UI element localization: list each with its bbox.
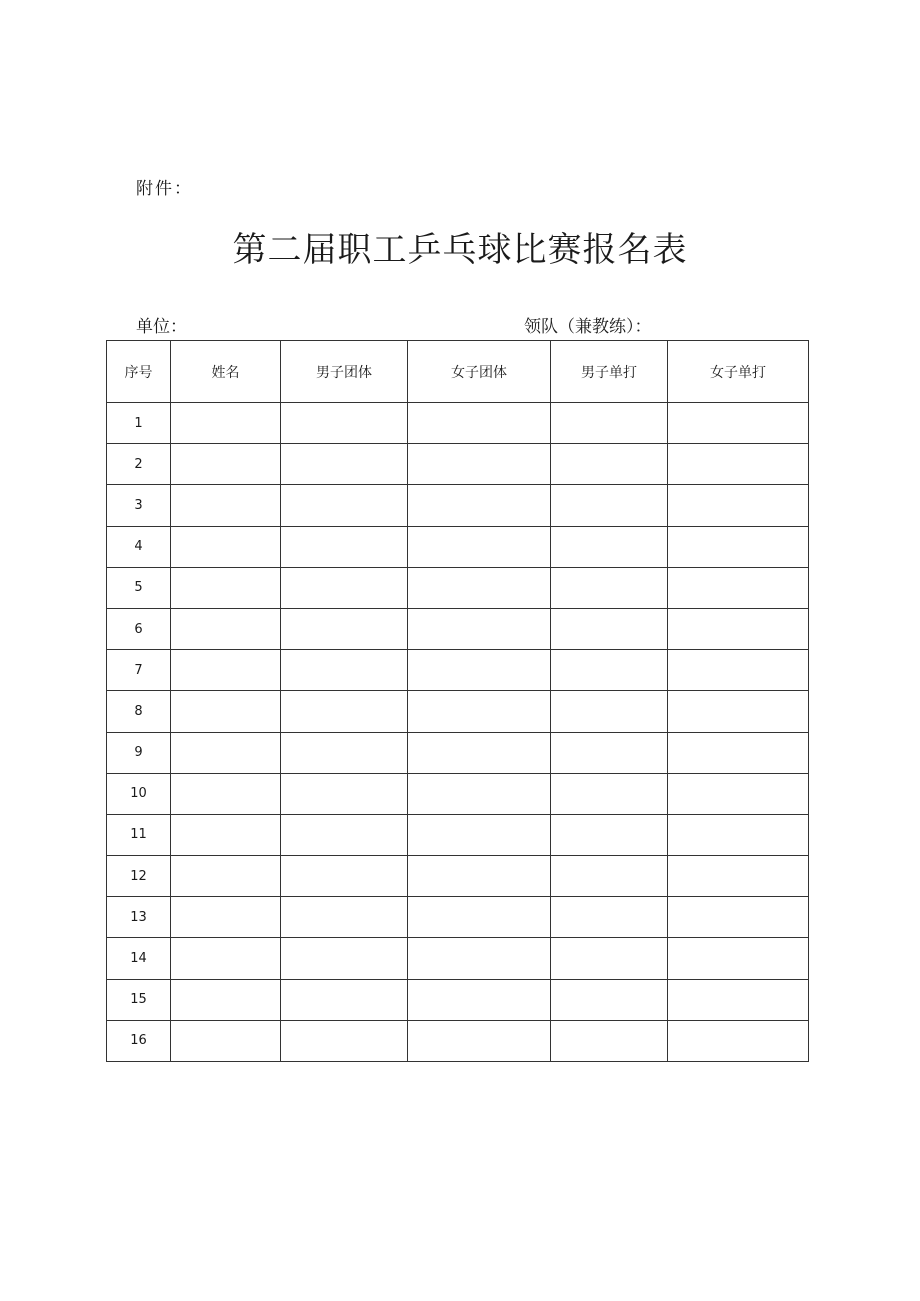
name-cell[interactable] [171,938,281,979]
mens-team-cell[interactable] [281,526,408,567]
page-title: 第二届职工乒乓球比赛报名表 [232,230,688,270]
womens-singles-cell[interactable] [668,485,809,526]
row-index: 15 [107,979,171,1020]
mens-singles-cell[interactable] [551,485,668,526]
attachment-label: 附件： [136,179,193,199]
womens-team-cell[interactable] [408,979,551,1020]
womens-team-cell[interactable] [408,856,551,897]
womens-team-cell[interactable] [408,814,551,855]
table-row [107,526,809,567]
mens-team-cell[interactable] [281,403,408,444]
row-index: 1 [107,403,171,444]
womens-singles-cell[interactable] [668,567,809,608]
table-row [107,773,809,814]
table-row [107,732,809,773]
name-cell[interactable] [171,567,281,608]
name-cell[interactable] [171,897,281,938]
mens-team-cell[interactable] [281,814,408,855]
womens-singles-cell[interactable] [668,608,809,649]
womens-team-cell[interactable] [408,403,551,444]
womens-singles-cell[interactable] [668,403,809,444]
name-cell[interactable] [171,814,281,855]
name-cell[interactable] [171,650,281,691]
womens-singles-cell[interactable] [668,814,809,855]
womens-team-cell[interactable] [408,526,551,567]
table-row [107,979,809,1020]
table-row [107,567,809,608]
row-index: 12 [107,856,171,897]
mens-singles-cell[interactable] [551,1020,668,1061]
womens-singles-cell[interactable] [668,1020,809,1061]
header-womens-singles: 女子单打 [668,341,809,403]
name-cell[interactable] [171,403,281,444]
womens-singles-cell[interactable] [668,444,809,485]
header-mens-singles: 男子单打 [551,341,668,403]
womens-singles-cell[interactable] [668,691,809,732]
mens-team-cell[interactable] [281,773,408,814]
mens-team-cell[interactable] [281,732,408,773]
row-index: 16 [107,1020,171,1061]
mens-singles-cell[interactable] [551,608,668,649]
header-mens-team: 男子团体 [281,341,408,403]
table-row [107,814,809,855]
mens-team-cell[interactable] [281,979,408,1020]
mens-singles-cell[interactable] [551,691,668,732]
row-index: 13 [107,897,171,938]
header-name: 姓名 [171,341,281,403]
womens-team-cell[interactable] [408,691,551,732]
header-index: 序号 [107,341,171,403]
womens-singles-cell[interactable] [668,897,809,938]
mens-singles-cell[interactable] [551,773,668,814]
name-cell[interactable] [171,1020,281,1061]
womens-team-cell[interactable] [408,650,551,691]
mens-singles-cell[interactable] [551,897,668,938]
name-cell[interactable] [171,485,281,526]
row-index: 14 [107,938,171,979]
table-row [107,403,809,444]
row-index: 11 [107,814,171,855]
table-row [107,938,809,979]
name-cell[interactable] [171,526,281,567]
womens-team-cell[interactable] [408,773,551,814]
table-row [107,1020,809,1061]
womens-singles-cell[interactable] [668,938,809,979]
womens-team-cell[interactable] [408,608,551,649]
womens-team-cell[interactable] [408,567,551,608]
mens-team-cell[interactable] [281,938,408,979]
mens-team-cell[interactable] [281,444,408,485]
row-index: 3 [107,485,171,526]
womens-singles-cell[interactable] [668,856,809,897]
mens-team-cell[interactable] [281,485,408,526]
mens-singles-cell[interactable] [551,938,668,979]
mens-singles-cell[interactable] [551,732,668,773]
mens-team-cell[interactable] [281,856,408,897]
mens-team-cell[interactable] [281,650,408,691]
table-row [107,444,809,485]
row-index: 5 [107,567,171,608]
leader-label: 领队（兼教练）： [524,317,652,337]
unit-label: 单位： [136,317,187,337]
mens-singles-cell[interactable] [551,567,668,608]
womens-team-cell[interactable] [408,732,551,773]
mens-singles-cell[interactable] [551,856,668,897]
mens-singles-cell[interactable] [551,526,668,567]
table-row [107,650,809,691]
table-row [107,608,809,649]
name-cell[interactable] [171,856,281,897]
mens-singles-cell[interactable] [551,403,668,444]
womens-team-cell[interactable] [408,444,551,485]
registration-table [106,340,809,1062]
mens-team-cell[interactable] [281,567,408,608]
womens-singles-cell[interactable] [668,773,809,814]
womens-team-cell[interactable] [408,1020,551,1061]
table-row [107,856,809,897]
table-row [107,897,809,938]
name-cell[interactable] [171,979,281,1020]
mens-team-cell[interactable] [281,608,408,649]
header-womens-team: 女子团体 [408,341,551,403]
womens-singles-cell[interactable] [668,650,809,691]
row-index: 4 [107,526,171,567]
womens-team-cell[interactable] [408,938,551,979]
mens-singles-cell[interactable] [551,444,668,485]
mens-singles-cell[interactable] [551,814,668,855]
mens-singles-cell[interactable] [551,979,668,1020]
table-row [107,485,809,526]
womens-singles-cell[interactable] [668,526,809,567]
row-index: 6 [107,608,171,649]
womens-team-cell[interactable] [408,897,551,938]
name-cell[interactable] [171,773,281,814]
name-cell[interactable] [171,444,281,485]
row-index: 8 [107,691,171,732]
mens-team-cell[interactable] [281,691,408,732]
table-row [107,691,809,732]
name-cell[interactable] [171,732,281,773]
mens-team-cell[interactable] [281,897,408,938]
name-cell[interactable] [171,691,281,732]
womens-singles-cell[interactable] [668,979,809,1020]
mens-team-cell[interactable] [281,1020,408,1061]
row-index: 10 [107,773,171,814]
row-index: 2 [107,444,171,485]
womens-team-cell[interactable] [408,485,551,526]
mens-singles-cell[interactable] [551,650,668,691]
womens-singles-cell[interactable] [668,732,809,773]
name-cell[interactable] [171,608,281,649]
row-index: 7 [107,650,171,691]
row-index: 9 [107,732,171,773]
table-header-row [107,341,809,403]
